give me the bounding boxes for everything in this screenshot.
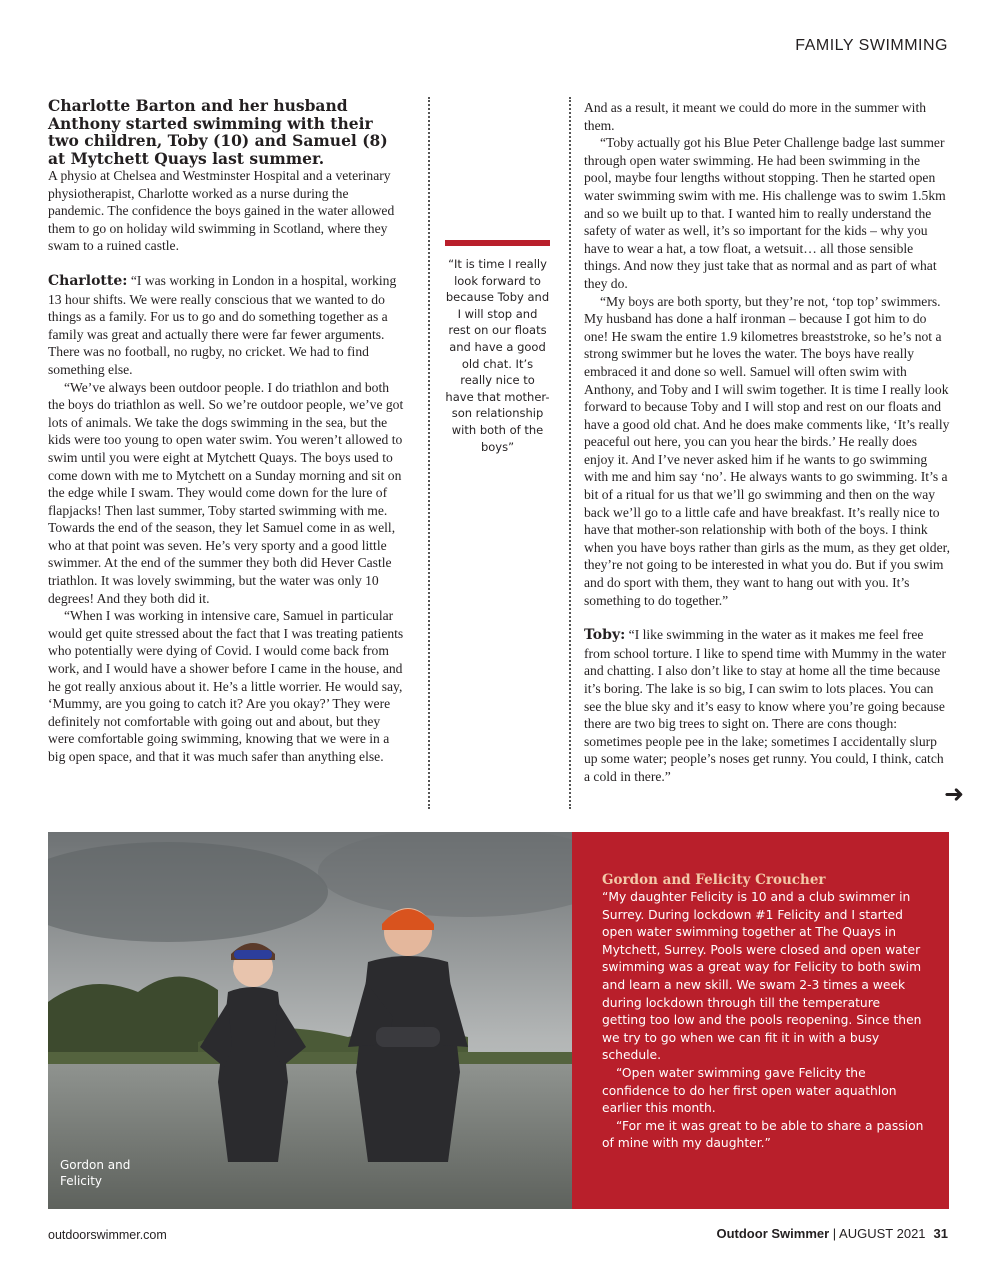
charlotte-para-1 [48,272,406,379]
sidebar-box [572,832,949,1209]
sidebar-para-2: “Open water swimming gave Felicity the confidence to do her first open water aquathlon earlier this month. [602,1065,897,1116]
footer-date: | AUGUST 2021 [829,1226,926,1241]
photo-caption: Gordon and Felicity [60,1158,131,1188]
pull-quote-text: “It is time I really look forward to because Toby and I will stop and rest on our floats and have a good old chat. It’s really nice to have that mother-son relationship with both of the boys” [445,257,550,454]
footer-issue [716,1226,948,1241]
right-para-3: “My boys are both sporty, but they’re not, ‘top top’ swimmers. My husband has done a half ironman – because I got him to do one! He swam the entire 1.9 kilometres breaststroke, so he’s not a strong swimmer but he loves the water. The boys have really embraced it and done so well. Samuel will often swim with Anthony, and Toby and I will swim together. It is time I really look forward to because Toby and I will stop and rest on our floats and have a good old chat. And he does make comments like, ‘It’s really peaceful out here, you can you hear the birds.’ He really does enjoy it. And I’ve never asked him if he wants to go swimming with me and him say ‘no’. He always wants to go swimming. It’s a bit of a ritual for us that we’ll go swimming and then on the way back we’ll go to a little cafe and have breakfast. It’s really nice to have that mother-son relationship with both of the boys. I think when you have boys rather than girls as the mum, as they get older, they’re not going to be interested in what you do. But if you swim and do sport with them, they want to hang out with you. It’s something to do together.” [584,293,951,608]
intro-heading: Charlotte Barton and her husband Anthony started swimming with their two children, Toby (10) and Samuel (8) at Mytchett Quays last summer. [48,96,388,168]
footer-website: outdoorswimmer.com [48,1228,167,1242]
speaker-charlotte: Charlotte: [48,272,128,289]
sidebar-para-1: “My daughter Felicity is 10 and a club swimmer in Surrey. During lockdown #1 Felicity and I started open water swimming together at The Quays in Mytchett, Surrey. Pools were closed and open water swimming was a great way for Felicity to both swim and learn a new skill. We swam 2-3 times a week during lockdown through till the temperature getting too low and the pools reopening. Since then we try to go when we can fit it in with a busy schedule. [602,890,922,1063]
speaker-toby: Toby: [584,627,626,644]
right-para-2: “Toby actually got his Blue Peter Challenge badge last summer through open water swimming. He had been swimming in the pool, maybe four lengths without stopping. Then he started open water swimming swim with me. His challenge was to swim 1.5km and so we built up to that. I wanted him to really understand the safety of water as well, it’s so important for the kids – why you have to wear a hat, a tow float, a wetsuit… all those sensible things. And now they just take that as normal and as part of what they do. [584,135,946,291]
column-divider-right [569,97,571,809]
column-divider-left [428,97,430,809]
charlotte-para-1-text: “I was working in London in a hospital, working 13 hour shifts. We were really conscious that we wanted to do things as a family. For us to go and do something together as a family was great and actually there were far fewer arguments. There was no football, no rugby, no cricket. We had to find something else. [48,272,397,377]
pull-quote [445,240,550,455]
sidebar-para-3: “For me it was great to be able to share a passion of mine with my daughter.” [602,1118,924,1151]
photo-illustration [48,832,572,1209]
right-para-1: And as a result, it meant we could do more in the summer with them. [584,100,927,133]
intro-text: A physio at Chelsea and Westminster Hospital and a veterinary physiotherapist, Charlotte worked as a nurse during the pandemic. The confidence the boys gained in the water allowed them to go on holiday wild swimming in Scotland, where they swam to a ruined castle. [48,168,395,254]
toby-para-text: “I like swimming in the water as it makes me feel free from school torture. I like to spend time with Mummy in the water and chatting. I also don’t like to stay at home all the time because it’s boring. The lake is so big, I can swim to lots places. You can see the blue sky and it’s easy to know where you’re going because there are two big trees to sight on. There are cons though: sometimes people pee in the lake; sometimes I accidentally slurp up some water; people’s noses get runny. You could, I think, catch a cold in there.” [584,627,947,784]
charlotte-para-2: “We’ve always been outdoor people. I do triathlon and both the boys do triathlon as well. So we’re outdoor people, we’ve got lots of animals. We take the dogs swimming in the sea, but the kids were too young to open water swim. You weren’t allowed to swim until you were eight at Mytchett Quays. The boys used to come down with me to Mytchett on a Sunday morning and sit on the edge while I swam. They would come down for the lure of flapjacks! Then last summer, Toby started swimming with me. Towards the end of the season, they let Samuel come in as well, who at that point was seven. He’s very sporty and a good little swimmer. At the end of the summer they both did Hever Castle triathlon. It was lovely swimming, but the water was only 10 degrees! And they both did it. [48,379,404,606]
toby-para [584,626,950,785]
section-label: FAMILY SWIMMING [795,37,948,54]
page-number: 31 [933,1226,948,1241]
left-column [48,97,406,766]
continue-arrow-icon: ➜ [944,780,965,808]
charlotte-para-3: “When I was working in intensive care, Samuel in particular would get quite stressed about the fact that I was treating patients who potentially were dying of Covid. I would come back from work, and I would have a shower before I came in the house, and he got really anxious about it. He’s a little worrier. He would say, ‘Mummy, are you going to catch it? Are you okay?’ They were definitely not comfortable with going out and about, but they were comfortable going swimming, knowing that we were in a big open space, and that it was much safer than anything else. [48,608,404,764]
photo-gordon-felicity [48,832,572,1209]
pull-quote-bar [445,240,550,246]
right-column [584,99,950,786]
footer-magazine: Outdoor Swimmer [716,1226,830,1241]
sidebar-heading: Gordon and Felicity Croucher [602,872,826,888]
